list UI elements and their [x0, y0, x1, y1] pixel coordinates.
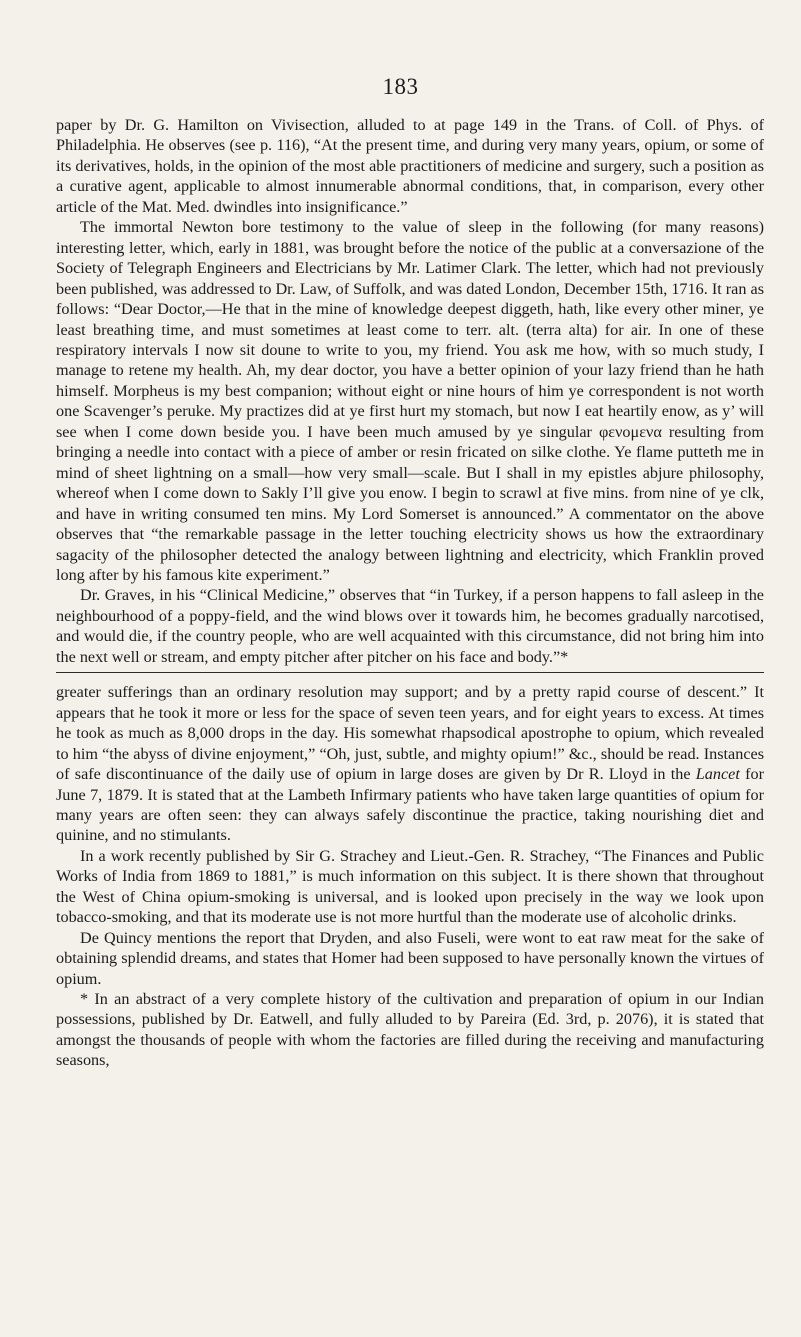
- footnote-text: greater sufferings than an ordinary resolution may support; and by a pretty rapid course of descent.” It appears that he took it more or less for the space of seven teen years, and for eight years to excess. At times he took as much as 8,000 drops in the day. His somewhat rhapsodical apostrophe to opium, which revealed to him “the abyss of divine enjoyment,” “Oh, just, subtle, and mighty opium!” &c., should be read. Instances of safe discontinuance of the daily use of opium in large doses are given by Dr R. Lloyd in the: [56, 683, 764, 784]
- footnote-paragraph: De Quincy mentions the report that Dryden, and also Fuseli, were wont to eat raw meat for the sake of obtaining splendid dreams, and states that Homer had been supposed to have personally known the virtues of opium.: [56, 928, 764, 988]
- body-paragraph: paper by Dr. G. Hamilton on Vivisection, alluded to at page 149 in the Trans. of Coll. of Phys. of Philadelphia. He observes (see p. 116), “At the present time, and during very many years, opium, or some of its derivatives, holds, in the opinion of the most able practitioners of medicine and surgery, such a position as a curative agent, applicable to almost innumerable abnormal conditions, that, in comparison, every other article of the Mat. Med. dwindles into insignificance.”: [56, 116, 764, 216]
- footnote-continuation: [56, 682, 764, 846]
- journal-title: Lancet: [695, 765, 740, 784]
- body-paragraph: Dr. Graves, in his “Clinical Medicine,” observes that “in Turkey, if a person happens to fall asleep in the neighbourhood of a poppy-field, and the wind blows over it towards him, he becomes gradually narcotised, and would die, if the country people, who are well acquainted with this circumstance, did not bring him into the next well or stream, and empty pitcher after pitcher on his face and body.”*: [56, 586, 764, 666]
- footnote-paragraph: In a work recently published by Sir G. Strachey and Lieut.-Gen. R. Strachey, “The Finances and Public Works of India from 1869 to 1881,” is much information on this subject. It is there shown that throughout the West of China opium-smoking is universal, and is looked upon precisely in the way we look upon tobacco-smoking, and that its moderate use is not more hurtful than the moderate use of alcoholic drinks.: [56, 846, 764, 927]
- page-content: [56, 115, 764, 1071]
- footnote-text: for June 7, 1879. It is stated that at the Lambeth Infirmary patients who have taken large quantities of opium for many years are often seen: they can always safely discontinue the practice, taking nourishing diet and quinine, and no stimulants.: [56, 765, 765, 845]
- footnote-divider: [56, 672, 764, 673]
- footnote-paragraph: * In an abstract of a very complete history of the cultivation and preparation of opium in our Indian possessions, published by Dr. Eatwell, and fully alluded to by Pareira (Ed. 3rd, p. 2076), it is stated that amongst the thousands of people with whom the factories are filled during the receiving and manufacturing seasons,: [56, 990, 764, 1070]
- page-number: 183: [382, 74, 419, 99]
- body-paragraph: The immortal Newton bore testimony to the value of sleep in the following (for many reasons) interesting letter, which, early in 1881, was brought before the notice of the public at a conversazione of the Society of Telegraph Engineers and Electricians by Mr. Latimer Clark. The letter, which had not previously been published, was addressed to Dr. Law, of Suffolk, and was dated London, December 15th, 1716. It ran as follows: “Dear Doctor,—He that in the mine of knowledge deepest diggeth, hath, like every other miner, ye least breathing time, and must sometimes at least come to terr. alt. (terra alta) for air. In one of these respiratory intervals I now sit doune to write to you, my friend. You ask me how, with so much study, I manage to retene my health. Ah, my dear doctor, you have a better opinion of your lazy friend than he hath himself. Morpheus is my best companion; without eight or nine hours of him ye correspondent is not worth one Scavenger’s peruke. My practizes did at ye first hurt my stomach, but now I eat heartily enow, as y’ will see when I come down beside you. I have been much amused by ye singular φενομενα resulting from bringing a needle into contact with a piece of amber or resin fricated on silke clothe. Ye flame putteth me in mind of sheet lightning on a small—how very small—scale. But I shall in my epistles abjure philosophy, whereof when I come down to Sakly I’ll give you enow. I begin to scrawl at five mins. from nine of ye clk, and have in writing consumed ten mins. My Lord Somerset is announced.” A commentator on the above observes that “the remarkable passage in the letter touching electricity shows us how the extraordinary sagacity of the philosopher detected the analogy between lightning and electricity, which Franklin proved long after by his famous kite experiment.”: [56, 218, 764, 584]
